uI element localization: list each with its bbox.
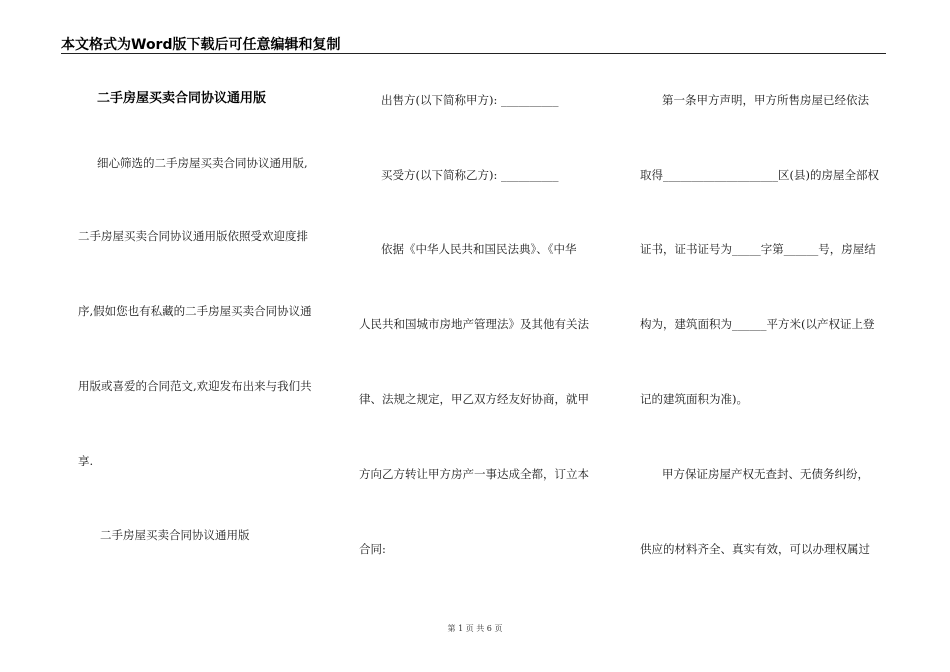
paragraph-line: 证书，证书证号为_____字第______号，房屋结 (640, 242, 876, 256)
paragraph-line: 依据《中华人民共和国民法典》、《中华 (381, 242, 577, 256)
document-title: 二手房屋买卖合同协议通用版 (97, 91, 267, 106)
paragraph-line: 合同: (359, 542, 386, 556)
paragraph-line: 用版或喜爱的合同范文,欢迎发布出来与我们共 (78, 379, 312, 393)
header-divider (61, 53, 886, 54)
paragraph-line: 供应的材料齐全、真实有效，可以办理权属过 (640, 542, 870, 556)
paragraph-line: 构为，建筑面积为______平方米(以产权证上登 (640, 317, 875, 331)
document-header-title: 本文格式为Word版下载后可任意编辑和复制 (61, 37, 341, 53)
seller-line: 出售方(以下简称甲方): __________ (381, 93, 559, 107)
paragraph-line: 序,假如您也有私藏的二手房屋买卖合同协议通 (78, 304, 312, 318)
paragraph-line: 取得____________________区(县)的房屋全部权 (640, 168, 879, 182)
paragraph-line: 记的建筑面积为准)。 (640, 392, 748, 406)
section-subtitle: 二手房屋买卖合同协议通用版 (100, 528, 250, 542)
paragraph-line: 方向乙方转让甲方房产一事达成全都，订立本 (359, 467, 589, 481)
paragraph-line: 第一条甲方声明，甲方所售房屋已经依法 (662, 93, 869, 107)
paragraph-line: 二手房屋买卖合同协议通用版依照受欢迎度排 (78, 229, 308, 243)
paragraph-line: 享. (78, 454, 94, 468)
buyer-line: 买受方(以下简称乙方): __________ (381, 168, 559, 182)
paragraph-line: 细心筛选的二手房屋买卖合同协议通用版, (97, 156, 308, 170)
paragraph-line: 律、法规之规定，甲乙双方经友好协商，就甲 (359, 392, 589, 406)
paragraph-line: 人民共和国城市房地产管理法》及其他有关法 (359, 317, 589, 331)
page-footer: 第 1 页 共 6 页 (447, 624, 503, 633)
paragraph-line: 甲方保证房屋产权无查封、无债务纠纷， (662, 467, 869, 481)
